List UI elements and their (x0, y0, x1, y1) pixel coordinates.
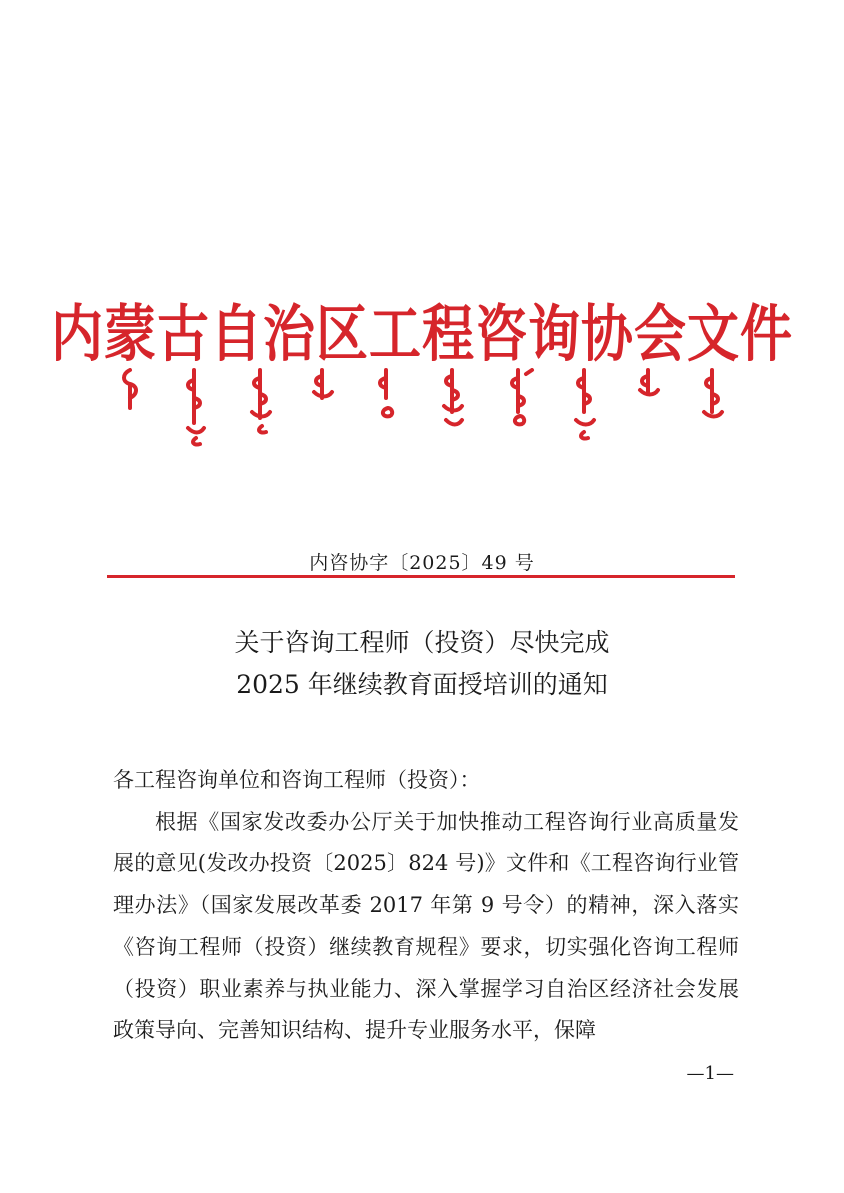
notice-title (0, 622, 844, 706)
notice-title-line-1: 关于咨询工程师（投资）尽快完成 (234, 628, 610, 657)
notice-title-line-2: 2025 年继续教育面授培训的通知 (236, 670, 608, 699)
issuer-title: 内蒙古自治区工程咨询协会文件 (50, 299, 793, 371)
salutation: 各工程咨询单位和咨询工程师（投资）： (113, 768, 481, 792)
notice-body (113, 760, 739, 1052)
document-number: 内咨协字〔2025〕49 号 (309, 552, 535, 574)
body-paragraph: 根据《国家发改委办公厅关于加快推动工程咨询行业高质量发展的意见(发改办投资〔2025〕824 号)》文件和《工程咨询行业管理办法》（国家发展改革委 2017 年第 9 号令）的精神，深入落实《咨询工程师（投资）继续教育规程》要求，切实强化咨询工程师（投资）职业素养与执业能力、深入掌握学习自治区经济社会发展政策导向、完善知识结构、提升专业服务水平，保障 (113, 809, 739, 1043)
page-number: —1— (686, 1063, 734, 1084)
mongolian-script-title-icon (108, 368, 738, 458)
red-divider-line (107, 575, 735, 578)
